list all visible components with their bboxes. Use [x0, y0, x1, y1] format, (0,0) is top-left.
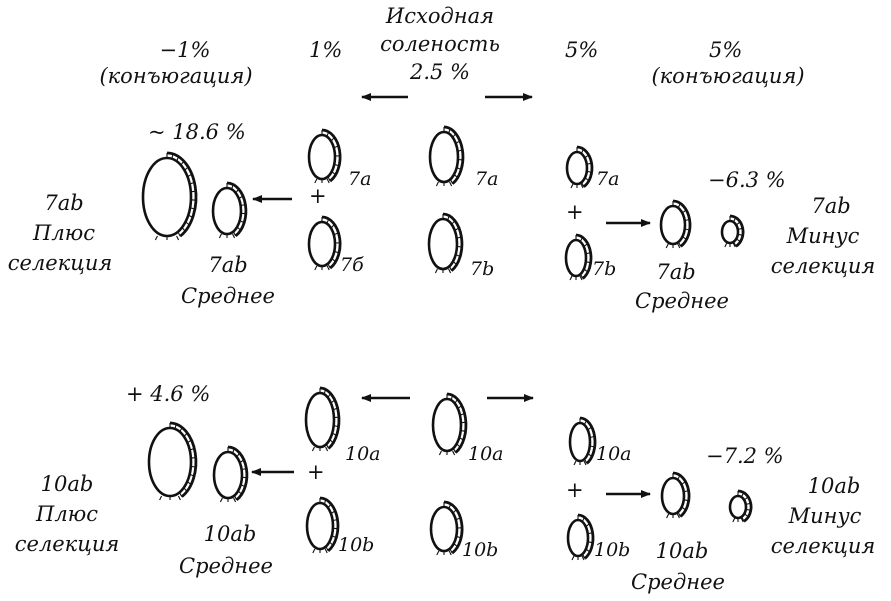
cell-top-minus-small: [722, 216, 743, 247]
cell-bottom-plus-large-tuft: [160, 496, 162, 500]
cell-bottom-mean-right-tuft: [667, 514, 669, 518]
cell-bottom-minus-small-body: [730, 496, 746, 518]
bottom-label-10b-3: 10b: [594, 539, 631, 561]
bottom-minus-label-1: 10ab: [807, 474, 861, 498]
cell-top-mean-right-tuft: [666, 244, 668, 248]
cell-top-mean-right-body: [661, 206, 685, 244]
cell-top-7b-3: [566, 235, 591, 280]
cell-top-plus-large-tuft: [155, 236, 157, 240]
salinity-5-conj: 5%: [709, 38, 743, 62]
cell-bottom-10b-3: [568, 515, 593, 560]
top-minus-label-2: Минус: [786, 224, 860, 248]
cell-bottom-10b-1-body: [307, 503, 333, 549]
bottom-minus-label-3: селекция: [770, 534, 876, 558]
cell-top-plus-large: [143, 153, 196, 240]
top-plus-label-3: селекция: [7, 251, 113, 275]
cell-bottom-minus-small-tuft: [733, 518, 735, 522]
bottom-label-10a-2: 10a: [468, 443, 504, 465]
cell-top-mean-left-tuft: [219, 234, 221, 238]
cell-bottom-10a-2-tuft: [453, 451, 455, 455]
cell-top-7a-1: [309, 130, 340, 183]
cell-top-7b-2: [429, 214, 462, 273]
cell-bottom-10b-1-tuft: [313, 549, 315, 553]
cell-top-mean-left: [213, 183, 246, 238]
cell-bottom-10a-2-tuft: [439, 451, 441, 455]
cell-bottom-plus-large: [149, 423, 196, 500]
cell-bottom-mean-left-tuft: [234, 498, 236, 502]
bottom-label-10b-1: 10b: [338, 534, 375, 556]
cell-top-7b-1-tuft: [315, 266, 317, 270]
cell-top-7a-3-tuft: [571, 184, 573, 188]
initial-salinity-value: 2.5 %: [409, 60, 471, 84]
salinity-5: 5%: [565, 38, 599, 62]
top-mean-left-1: 7ab: [208, 253, 248, 277]
cell-bottom-10a-1: [306, 388, 339, 451]
top-label-7b-2: 7b: [470, 258, 495, 280]
cell-top-minus-small-body: [722, 221, 738, 243]
cell-bottom-mean-left-tuft: [220, 498, 222, 502]
cell-bottom-mean-right-body: [662, 478, 684, 514]
cell-bottom-plus-large-body: [149, 428, 191, 496]
bottom-plus-percent: + 4.6 %: [126, 382, 211, 406]
top-mean-right-2: Среднее: [635, 289, 729, 313]
cell-bottom-10b-2-tuft: [437, 551, 439, 555]
cell-top-7b-3-body: [566, 240, 586, 276]
bottom-minus-percent: −7.2 %: [706, 444, 784, 468]
cell-bottom-mean-right: [662, 473, 689, 518]
top-plus-sign-left: +: [309, 184, 327, 208]
cell-bottom-10a-1-tuft: [326, 447, 328, 451]
top-mean-left-2: Среднее: [181, 284, 275, 308]
cell-top-7b-2-body: [429, 219, 457, 269]
cell-top-7b-2-tuft: [449, 269, 451, 273]
bottom-mean-right-2: Среднее: [631, 570, 725, 594]
cell-top-7a-1-tuft: [315, 179, 317, 183]
cell-top-7b-1: [309, 217, 340, 270]
cell-top-7a-2-tuft: [436, 182, 438, 186]
cell-top-7a-2: [430, 127, 463, 186]
top-label-7b-3: 7b: [592, 258, 617, 280]
cell-bottom-10b-2: [431, 502, 462, 555]
cell-bottom-10a-3: [570, 418, 595, 465]
cell-bottom-mean-left-body: [214, 452, 242, 498]
bottom-label-10a-3: 10a: [596, 443, 632, 465]
cell-bottom-10a-1-tuft: [312, 447, 314, 451]
cell-bottom-10b-3-body: [568, 520, 588, 556]
cell-top-minus-small-tuft: [725, 243, 727, 247]
bottom-label-10b-2: 10b: [462, 539, 499, 561]
bottom-plus-label-2: Плюс: [36, 502, 98, 526]
bottom-mean-left-2: Среднее: [179, 554, 273, 578]
cell-top-7b-1-body: [309, 222, 335, 266]
top-label-7a-1: 7a: [348, 168, 372, 190]
top-minus-percent: −6.3 %: [708, 168, 786, 192]
top-minus-label-1: 7ab: [811, 194, 851, 218]
bottom-plus-sign-right: +: [566, 478, 584, 502]
cell-top-7b-2-tuft: [435, 269, 437, 273]
conjugation-right: (конъюгация): [651, 64, 805, 88]
cell-bottom-10b-3-tuft: [572, 556, 574, 560]
top-label-7a-2: 7a: [475, 168, 499, 190]
cell-top-mean-right: [661, 201, 690, 248]
bottom-plus-label-3: селекция: [14, 532, 120, 556]
salinity-1: 1%: [309, 38, 343, 62]
top-label-7a-3: 7a: [596, 168, 620, 190]
bottom-minus-label-2: Минус: [788, 504, 862, 528]
bottom-plus-sign-left: +: [307, 460, 325, 484]
conjugation-left: (конъюгация): [99, 64, 253, 88]
cell-top-mean-left-tuft: [233, 234, 235, 238]
top-plus-percent: ~ 18.6 %: [148, 120, 246, 144]
bottom-mean-left-1: 10ab: [203, 522, 257, 546]
cell-bottom-10b-2-body: [431, 507, 457, 551]
cell-bottom-10a-2: [433, 394, 466, 455]
bottom-label-10a-1: 10a: [345, 443, 381, 465]
cell-top-7a-3-body: [567, 152, 587, 184]
cell-bottom-plus-large-tuft: [178, 496, 180, 500]
bottom-plus-label-1: 10ab: [40, 472, 94, 496]
top-plus-label-1: 7ab: [44, 191, 84, 215]
salinity-minus1: −1%: [159, 38, 211, 62]
cell-top-7a-2-tuft: [450, 182, 452, 186]
top-minus-label-3: селекция: [770, 254, 876, 278]
cell-bottom-10a-2-body: [433, 399, 461, 451]
cell-top-plus-large-tuft: [177, 236, 179, 240]
cell-top-7a-1-body: [309, 135, 335, 179]
top-mean-right-1: 7ab: [656, 260, 696, 284]
initial-salinity-line2: соленость: [380, 32, 500, 56]
cell-top-7a-3: [567, 147, 592, 188]
initial-salinity-line1: Исходная: [385, 4, 495, 28]
top-label-7b-1: 7б: [340, 254, 364, 276]
cell-bottom-mean-left: [214, 447, 247, 502]
cell-bottom-10a-1-body: [306, 393, 334, 447]
cell-top-plus-large-body: [143, 158, 191, 236]
cell-bottom-10a-3-tuft: [574, 461, 576, 465]
cell-top-7a-2-body: [430, 132, 458, 182]
top-plus-sign-right: +: [566, 200, 584, 224]
cell-bottom-10a-3-body: [570, 423, 590, 461]
cell-top-7b-3-tuft: [570, 276, 572, 280]
cell-top-mean-left-body: [213, 188, 241, 234]
bottom-mean-right-1: 10ab: [655, 539, 709, 563]
top-plus-label-2: Плюс: [33, 221, 95, 245]
cell-bottom-10b-1: [307, 498, 338, 553]
cell-bottom-minus-small: [730, 491, 751, 522]
